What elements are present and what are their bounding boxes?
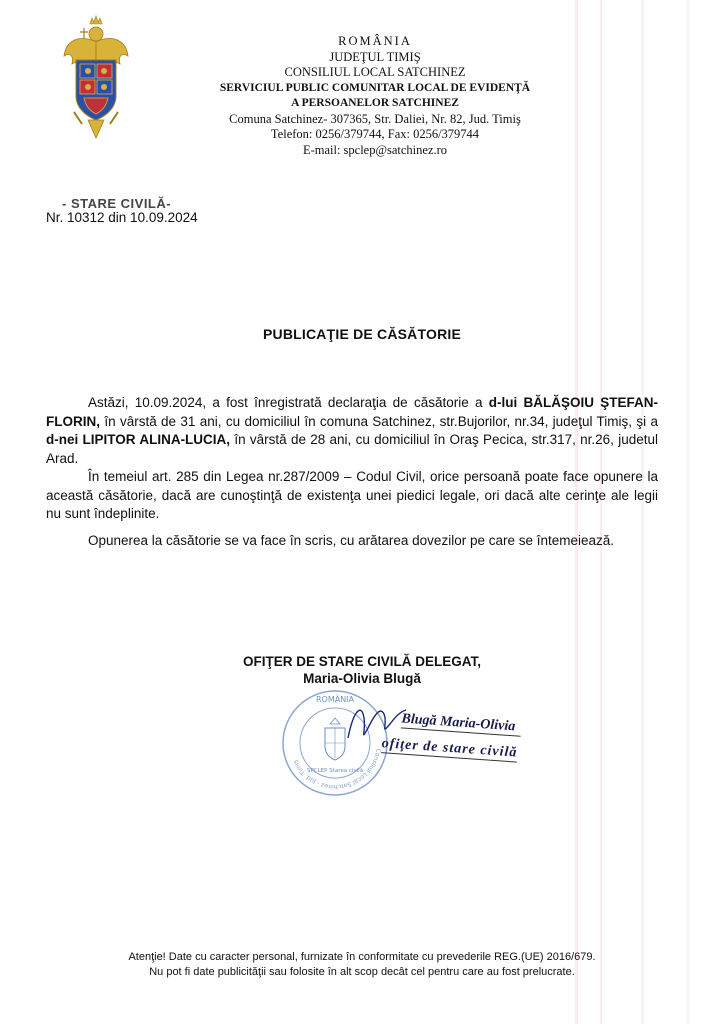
stamp-top-text: ROMÂNIA xyxy=(315,695,355,704)
county-name: JUDEŢUL TIMIŞ xyxy=(329,49,421,64)
declaration-intro: Astăzi, 10.09.2024, a fost înregistrată declaraţia de căsătorie a xyxy=(88,395,489,410)
bride-details: în vârstă de 28 ani, cu domiciliul în Oraş Pecica, str.317, nr.26, judetul Arad. xyxy=(46,432,658,466)
email: E-mail: spclep@satchinez.ro xyxy=(302,142,448,157)
scan-streak xyxy=(687,0,689,1024)
privacy-footer xyxy=(0,950,724,980)
romania-coat-of-arms-icon xyxy=(60,12,132,148)
footer-line2: Nu pot fi date publicităţii sau folosite în alt scop decât cel pentru care au fost prelucrate. xyxy=(149,966,575,978)
bride-name: d-nei LIPITOR ALINA-LUCIA, xyxy=(46,432,231,447)
officer-name: Maria-Olivia Blugă xyxy=(303,671,421,686)
institution-header xyxy=(200,34,550,158)
document-body xyxy=(46,394,658,550)
declaration-paragraph xyxy=(46,394,658,468)
registration-number: Nr. 10312 din 10.09.2024 xyxy=(46,210,198,225)
objection-paragraph: Opunerea la căsătorie se va face în scris, cu arătarea dovezilor pe care se întemeiează. xyxy=(88,532,615,548)
stamp-inner-text: SPCLEP Starea civilă xyxy=(306,768,364,774)
document-title: PUBLICAŢIE DE CĂSĂTORIE xyxy=(262,326,462,342)
stamp-ring-text: Consiliul Local Satchinez - Jud. Timiş xyxy=(291,747,382,791)
signature-stamp xyxy=(378,706,554,780)
country-name: ROMÂNIA xyxy=(338,34,412,48)
officer-title: OFIŢER DE STARE CIVILĂ DELEGAT, xyxy=(242,654,481,669)
signature-stamp-role: ofiţer de stare civilă xyxy=(381,736,518,761)
phone-fax: Telefon: 0256/379744, Fax: 0256/379744 xyxy=(270,127,480,141)
groom-name: d-lui BĂLĂŞOIU ŞTEFAN-FLORIN, xyxy=(46,395,658,429)
groom-details: în vârstă de 31 ani, cu domiciliul în comuna Satchinez, str.Bujorilor, nr.34, judeţul Timiş, şi a xyxy=(100,413,658,429)
service-name-line1: SERVICIUL PUBLIC COMUNITAR LOCAL DE EVIDENŢĂ xyxy=(219,81,531,94)
service-name-line2: A PERSOANELOR SATCHINEZ xyxy=(291,97,459,109)
footer-line1: Atenţie! Date cu caracter personal, furnizate în conformitate cu prevederile REG.(UE) 2016/679. xyxy=(128,951,596,963)
department-label: - STARE CIVILĂ- xyxy=(62,196,172,211)
legal-basis-paragraph: În temeiul art. 285 din Legea nr.287/2009 – Codul Civil, orice persoană poate face opunere la această căsătorie, dacă are cunoştinţă de existenţa unei piedici legale, ori dacă alte cerinţe ale legii nu sunt îndeplinite. xyxy=(46,469,658,521)
council-name: CONSILIUL LOCAL SATCHINEZ xyxy=(284,65,466,79)
address: Comuna Satchinez- 307365, Str. Daliei, Nr. 82, Jud. Timiş xyxy=(229,111,521,126)
signature-stamp-name: Blugă Maria-Olivia xyxy=(401,711,522,736)
officer-block xyxy=(0,653,724,687)
